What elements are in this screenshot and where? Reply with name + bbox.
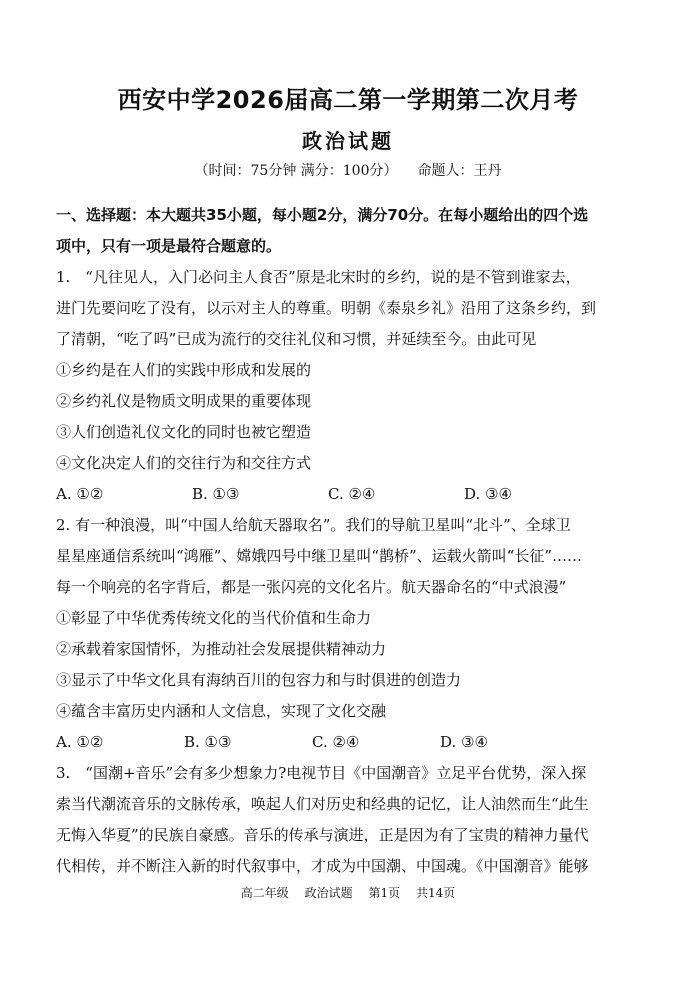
page-footer (0, 884, 696, 901)
question-2 (56, 510, 644, 758)
question-text-line: 1. “凡往见人，入门必问主人食否”原是北宋时的乡约，说的是不管到谁家去， (56, 268, 581, 286)
exam-subtitle: 政治试题 (302, 129, 394, 153)
answer-options (56, 479, 644, 510)
option-d: D. ③④ (464, 485, 512, 503)
footer-subject: 政治试题 (304, 886, 353, 900)
statement-item: ③人们创造礼仪文化的同时也被它塑造 (56, 423, 312, 441)
statement-item: ④文化决定人们的交往行为和交往方式 (56, 454, 312, 472)
question-1 (56, 262, 644, 510)
question-text-line: 索当代潮流音乐的文脉传承，唤起人们对历史和经典的记忆，让人油然而生“此生 (56, 795, 589, 813)
section-heading-line: 项中，只有一项是最符合题意的。 (56, 237, 282, 255)
answer-options (56, 727, 644, 758)
exam-title: 西安中学2026届高二第一学期第二次月考 (117, 86, 579, 114)
question-3 (56, 758, 644, 882)
option-c: C. ②④ (312, 733, 360, 751)
section-heading-line: 一、选择题：本大题共35小题，每小题2分，满分70分。在每小题给出的四个选 (56, 206, 589, 224)
author-info: 命题人：王丹 (417, 163, 502, 179)
exam-content (56, 200, 644, 882)
option-d: D. ③④ (440, 733, 488, 751)
option-a: A. ①② (56, 733, 104, 751)
statement-item: ①乡约是在人们的实践中形成和发展的 (56, 361, 312, 379)
statement-item: ③显示了中华文化具有海纳百川的包容力和与时俱进的创造力 (56, 671, 462, 689)
statement-item: ①彰显了中华优秀传统文化的当代价值和生命力 (56, 609, 372, 627)
section-heading (56, 200, 644, 262)
question-text-line: 无悔入华夏”的民族自豪感。音乐的传承与演进，正是因为有了宝贵的精神力量代 (56, 826, 589, 844)
statement-item: ④蕴含丰富历史内涵和人文信息，实现了文化交融 (56, 702, 387, 720)
question-text-line: 星星座通信系统叫“鸿雁”、嫦娥四号中继卫星叫“鹊桥”、运载火箭叫“长征”…… (56, 547, 583, 565)
footer-page: 第1页 (368, 886, 401, 900)
footer-total: 共14页 (415, 886, 456, 900)
option-b: B. ①③ (184, 733, 232, 751)
statement-item: ②承载着家国情怀，为推动社会发展提供精神动力 (56, 640, 387, 658)
question-text-line: 进门先要问吃了没有，以示对主人的尊重。明朝《泰泉乡礼》沿用了这条乡约，到 (56, 299, 597, 317)
question-text-line: 3. “国潮+音乐”会有多少想象力?电视节目《中国潮音》立足平台优势，深入探 (56, 764, 587, 782)
option-b: B. ①③ (192, 485, 240, 503)
question-text-line: 2. 有一种浪漫，叫“中国人给航天器取名”。我们的导航卫星叫“北斗”、全球卫 (56, 516, 571, 534)
option-c: C. ②④ (328, 485, 376, 503)
time-info: （时间：75分钟 满分：100分） (194, 163, 398, 179)
question-text-line: 每一个响亮的名字背后，都是一张闪亮的文化名片。航天器命名的“中式浪漫” (56, 578, 567, 596)
question-text-line: 代相传，并不断注入新的时代叙事中，才成为中国潮、中国魂。《中国潮音》能够 (56, 857, 589, 875)
option-a: A. ①② (56, 485, 104, 503)
statement-item: ②乡约礼仪是物质文明成果的重要体现 (56, 392, 312, 410)
question-text-line: 了清朝，“吃了吗”已成为流行的交往礼仪和习惯，并延续至今。由此可见 (56, 330, 537, 348)
exam-meta (0, 160, 696, 180)
footer-grade: 高二年级 (240, 886, 289, 900)
